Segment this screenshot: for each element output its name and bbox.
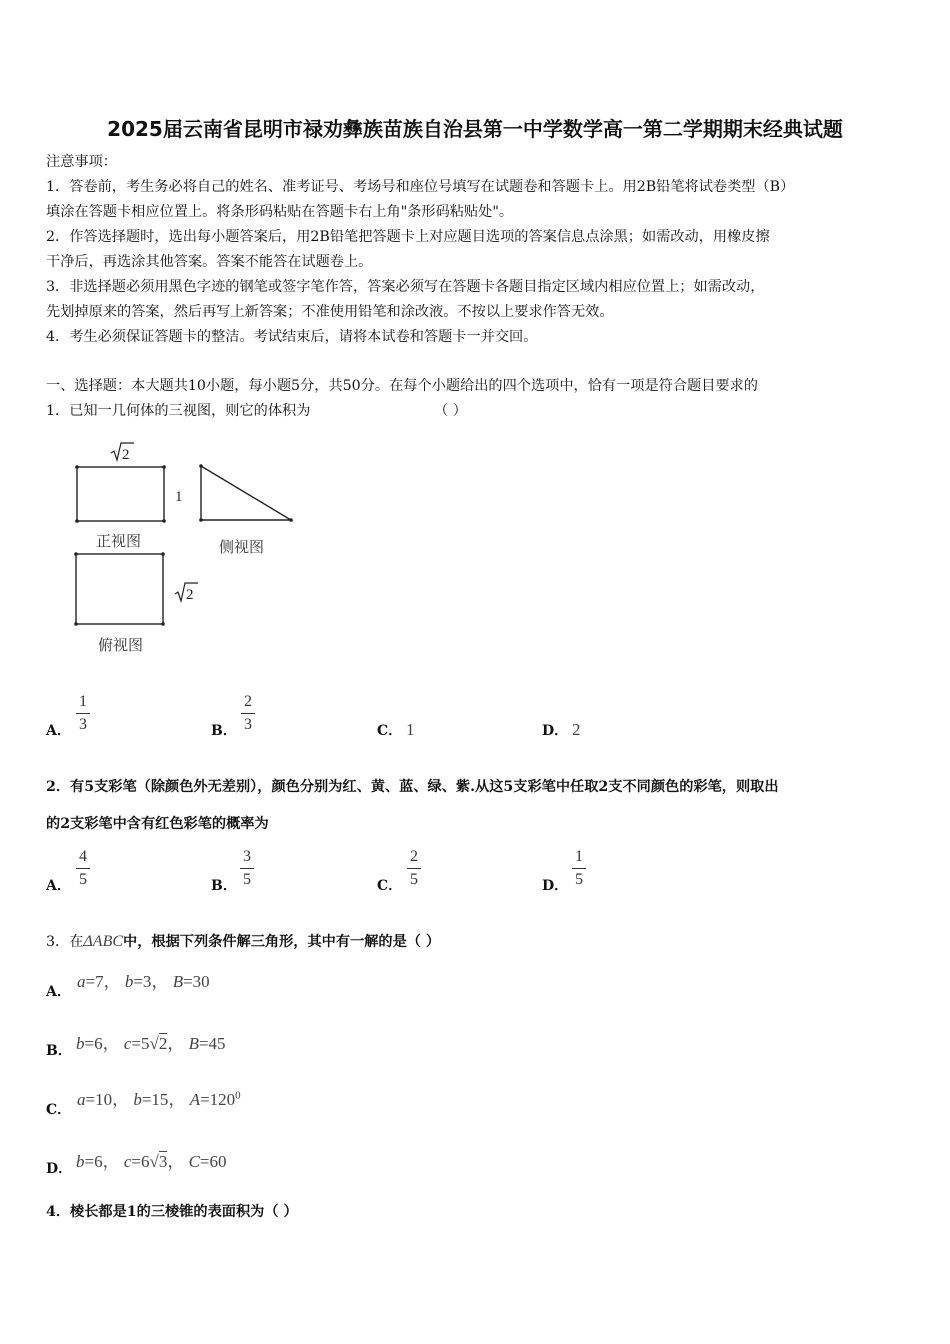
exam-title: 2025届云南省昆明市禄劝彝族苗族自治县第一中学数学高一第二学期期末经典试题 (107, 117, 843, 141)
denominator: 5 (575, 871, 583, 888)
numerator: 3 (243, 848, 251, 865)
val: =120 (200, 1090, 236, 1109)
radicand: 3 (158, 1152, 168, 1171)
sep: ， (112, 1090, 130, 1109)
notice-line: 干净后，再选涂其他答案。答案不能答在试题卷上。 (46, 254, 373, 270)
front-view-rect (75, 465, 166, 523)
sqrt-right-label (175, 583, 198, 603)
numerator: 2 (244, 693, 252, 710)
q1-option-d-value: 2 (572, 720, 581, 739)
q1-option-b-label: B． (211, 723, 237, 739)
sep: ， (102, 1034, 120, 1053)
front-view-label: 正视图 (96, 532, 142, 550)
sep: ， (167, 1152, 185, 1171)
q1-option-c-label: C． (377, 723, 403, 739)
var: C (188, 1152, 200, 1171)
q3-option-a-label: A． (46, 984, 71, 1000)
val: =45 (198, 1034, 226, 1053)
q1-answer-paren: （ ） (434, 403, 467, 419)
sqrt-top-value: 2 (122, 447, 130, 463)
notice-line: 3．非选择题必须用黑色字迹的钢笔或签字笔作答，答案必须写在答题卡各题目指定区域内相应位置上；如需改动， (46, 279, 765, 295)
denominator: 3 (244, 716, 252, 733)
sep: ， (168, 1090, 186, 1109)
notice-line: 填涂在答题卡相应位置上。将条形码粘贴在答题卡右上角"条形码粘贴处"。 (46, 204, 514, 220)
q3-number: 3．在 (46, 934, 84, 950)
q2-option-d-label: D． (542, 878, 569, 894)
q1-option-d-label: D． (542, 723, 569, 739)
val: =3 (133, 972, 152, 991)
notice-line: 先划掉原来的答案，然后再写上新答案；不准使用铅笔和涂改液。不按以上要求作答无效。 (46, 304, 614, 320)
denominator: 5 (243, 871, 251, 888)
q1-option-a-label: A． (46, 723, 71, 739)
q3-option-b-expr: b=6， c=5√2， B=45 (76, 1034, 226, 1053)
var: B (172, 972, 184, 991)
denominator: 5 (79, 871, 87, 888)
var: b (133, 1090, 142, 1109)
q2-option-b-fraction (239, 848, 255, 889)
q2-option-b-label: B． (211, 878, 237, 894)
q2-option-a-fraction (75, 848, 91, 889)
var: a (77, 972, 86, 991)
sep: ， (103, 972, 121, 991)
q2-stem-line1: 2．有5支彩笔（除颜色外无差别），颜色分别为红、黄、蓝、绿、紫.从这5支彩笔中任取2支不同颜色的彩笔，则取出 (46, 779, 779, 795)
notice-line: 4．考生必须保证答题卡的整洁。考试结束后，请将本试卷和答题卡一并交回。 (46, 329, 538, 345)
radicand: 2 (158, 1034, 168, 1053)
q3-option-a-expr (77, 967, 210, 992)
var: A (189, 1090, 201, 1109)
degree-mark: 0 (235, 1089, 241, 1102)
q1-three-view-figure (60, 435, 320, 665)
q3-option-d-expr: b=6， c=6√3， C=60 (76, 1152, 227, 1171)
var: b (124, 972, 134, 991)
side-view-triangle (199, 464, 293, 522)
val: =5 (131, 1034, 150, 1053)
var: b (76, 1034, 85, 1053)
var: B (188, 1034, 199, 1053)
sqrt-right-value: 2 (186, 587, 194, 603)
q2-option-a-label: A． (46, 878, 71, 894)
q2-option-d-fraction (571, 848, 587, 889)
q2-stem-line2: 的2支彩笔中含有红色彩笔的概率为 (46, 816, 269, 832)
q3-stem-text: 中，根据下列条件解三角形，其中有一解的是（ ） (123, 934, 441, 950)
sep: ， (102, 1152, 120, 1171)
q1-option-c-value: 1 (406, 720, 415, 739)
numerator: 1 (79, 693, 87, 710)
val: =6 (84, 1152, 103, 1171)
notice-line: 1．答卷前，考生务必将自己的姓名、准考证号、考场号和座位号填写在试题卷和答题卡上。用2B铅笔将试卷类型（B） (46, 179, 795, 195)
q2-option-c-fraction (406, 848, 422, 889)
var: c (123, 1152, 132, 1171)
numerator: 1 (575, 848, 583, 865)
q3-triangle: ΔABC (83, 933, 124, 950)
side-view-label: 侧视图 (219, 538, 265, 556)
q1-stem: 1．已知一几何体的三视图，则它的体积为 (46, 403, 311, 419)
numerator: 4 (79, 848, 87, 865)
notice-heading: 注意事项： (46, 154, 117, 170)
sqrt-top-label (111, 443, 134, 463)
var: c (123, 1034, 132, 1053)
sep: ， (151, 972, 169, 991)
q3-option-b-label: B． (46, 1043, 72, 1059)
val: =7 (85, 972, 104, 991)
notice-line: 2．作答选择题时，选出每小题答案后，用2B铅笔把答题卡上对应题目选项的答案信息点涂黑；如需改动，用橡皮擦 (46, 229, 770, 245)
denominator: 3 (79, 716, 87, 733)
val: =15 (141, 1090, 169, 1109)
val: =30 (183, 972, 210, 991)
val: =60 (199, 1152, 227, 1171)
denominator: 5 (410, 871, 418, 888)
val: =10 (85, 1090, 113, 1109)
q3-option-c-label: C． (46, 1102, 72, 1118)
var: a (77, 1090, 86, 1109)
val: =6 (84, 1034, 103, 1053)
q3-option-c-expr (77, 1085, 241, 1110)
q3-stem (46, 933, 440, 951)
top-view-rect (74, 552, 165, 626)
val: =6 (131, 1152, 150, 1171)
section-heading: 一、选择题：本大题共10小题，每小题5分，共50分。在每个小题给出的四个选项中，恰有一项是符合题目要求的 (46, 378, 758, 394)
top-view-label: 俯视图 (98, 636, 144, 654)
q2-option-c-label: C． (377, 878, 403, 894)
q1-option-a-fraction (75, 693, 91, 734)
q1-option-b-fraction (240, 693, 256, 734)
sep: ， (167, 1034, 185, 1053)
numerator: 2 (410, 848, 418, 865)
q4-stem: 4．棱长都是1的三棱锥的表面积为（ ） (46, 1204, 298, 1220)
height-label: 1 (175, 489, 183, 505)
q3-option-d-label: D． (46, 1161, 73, 1177)
var: b (76, 1152, 85, 1171)
